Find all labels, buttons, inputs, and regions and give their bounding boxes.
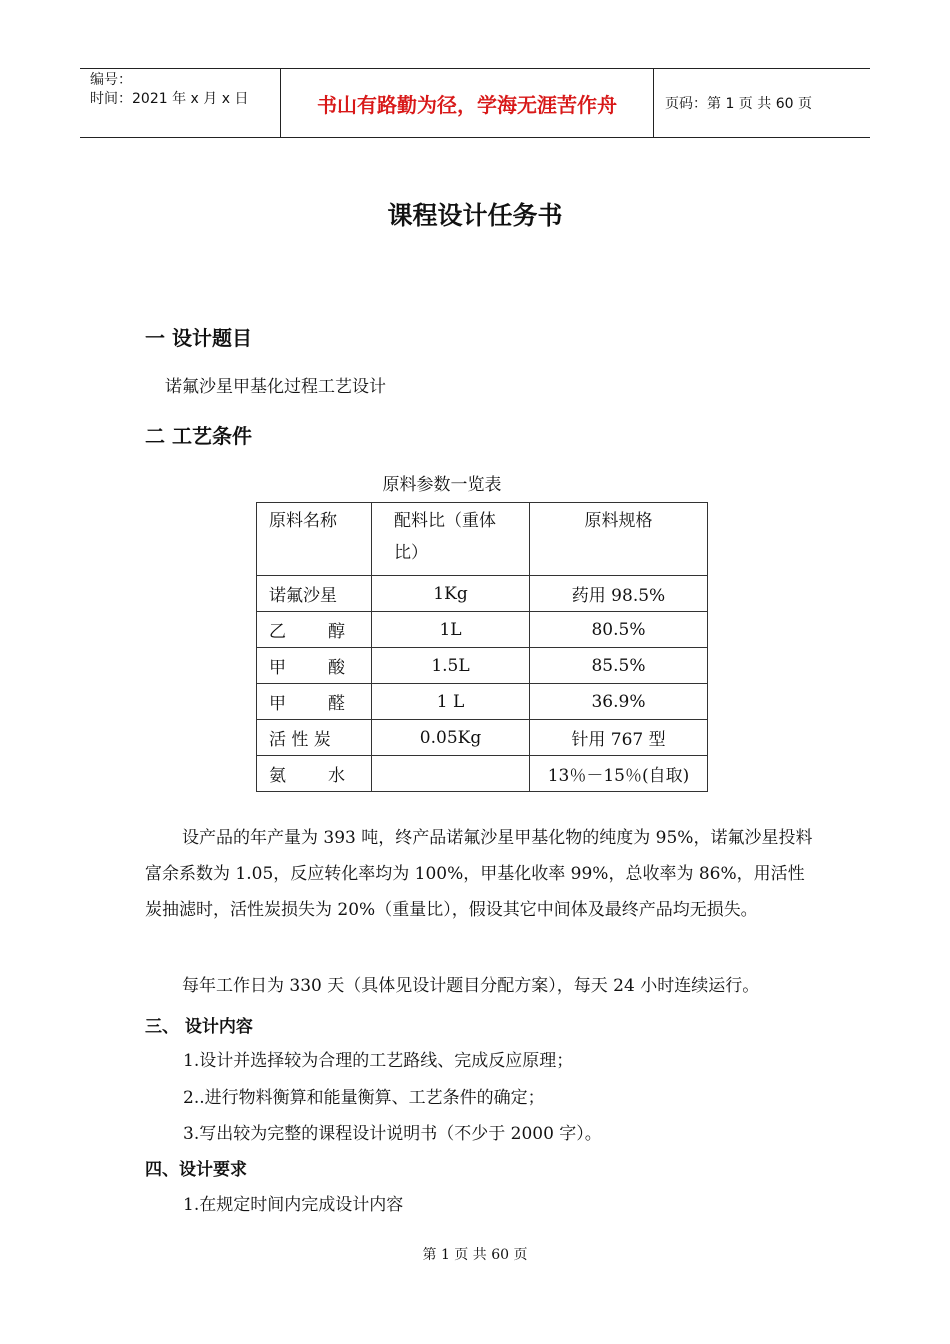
header-ratio-line2: 比）: [394, 543, 428, 563]
page-header: [80, 68, 870, 138]
header-cell-spec: 原料规格: [530, 503, 708, 576]
section2-heading: 二 工艺条件: [145, 424, 252, 448]
cell-spec: 36.9%: [530, 684, 708, 720]
cell-name: [257, 648, 372, 684]
cell-ratio: 1 L: [372, 684, 530, 720]
cell-spec: 药用 98.5%: [530, 576, 708, 612]
cell-name-part: 水: [328, 766, 345, 786]
cell-spec: 13％－15％(自取): [530, 756, 708, 792]
cell-name: 活 性 炭: [257, 720, 372, 756]
cell-name: [257, 612, 372, 648]
cell-spec: 85.5%: [530, 648, 708, 684]
list-item: 2..进行物料衡算和能量衡算、工艺条件的确定；: [183, 1088, 545, 1108]
cell-name: [257, 756, 372, 792]
table-row: [257, 576, 708, 612]
header-cell-name: 原料名称: [257, 503, 372, 576]
section1-text: 诺氟沙星甲基化过程工艺设计: [165, 377, 386, 397]
cell-ratio: 1Kg: [372, 576, 530, 612]
document-number-label: 编号：: [90, 72, 132, 88]
section3-heading: 三、 设计内容: [145, 1017, 253, 1037]
table-caption: 原料参数一览表: [382, 475, 502, 495]
cell-name-part: 甲: [269, 694, 286, 714]
cell-name-part: 甲: [269, 658, 286, 678]
cell-name-part: 醇: [328, 622, 345, 642]
header-page-info: 页码：第 1 页 共 60 页: [665, 96, 812, 112]
page-footer: 第 1 页 共 60 页: [422, 1247, 528, 1263]
header-cell-ratio: [372, 503, 530, 576]
header-motto: 书山有路勤为径，学海无涯苦作舟: [280, 69, 654, 137]
table-row: [257, 684, 708, 720]
header-ratio-line1: 配料比（重体: [394, 511, 496, 531]
cell-name: 诺氟沙星: [257, 576, 372, 612]
header-meta: [80, 69, 280, 137]
materials-table: [256, 502, 708, 792]
cell-ratio: 1L: [372, 612, 530, 648]
list-item: 1.设计并选择较为合理的工艺路线、完成反应原理；: [183, 1051, 574, 1071]
conditions-paragraph: 设产品的年产量为 393 吨，终产品诺氟沙星甲基化物的纯度为 95%，诺氟沙星投料富余系数为 1.05，反应转化率均为 100%，甲基化收率 99%，总收率为 86%，用活性炭抽滤时，活性炭损失为 20%（重量比），假设其它中间体及最终产品均无损失。: [145, 828, 813, 920]
table-row: [257, 720, 708, 756]
cell-ratio: 0.05Kg: [372, 720, 530, 756]
table-row: [257, 612, 708, 648]
list-item: 3.写出较为完整的课程设计说明书（不少于 2000 字）。: [183, 1124, 602, 1144]
cell-spec: 80.5%: [530, 612, 708, 648]
section1-heading: 一 设计题目: [145, 326, 252, 350]
cell-ratio: 1.5L: [372, 648, 530, 684]
table-header-row: [257, 503, 708, 576]
cell-name-part: 氨: [269, 766, 286, 786]
section4-heading: 四、设计要求: [145, 1160, 247, 1180]
cell-name-part: 醛: [328, 694, 345, 714]
list-item: 1.在规定时间内完成设计内容: [183, 1195, 404, 1215]
cell-spec: 针用 767 型: [530, 720, 708, 756]
cell-ratio: [372, 756, 530, 792]
document-title: 课程设计任务书: [387, 201, 563, 230]
document-date: 时间：2021 年 x 月 x 日: [90, 91, 249, 107]
cell-name-part: 酸: [328, 658, 345, 678]
cell-name-part: 乙: [269, 622, 286, 642]
table-row: [257, 756, 708, 792]
workdays-paragraph: 每年工作日为 330 天（具体见设计题目分配方案），每天 24 小时连续运行。: [182, 976, 760, 996]
table-row: [257, 648, 708, 684]
cell-name: [257, 684, 372, 720]
